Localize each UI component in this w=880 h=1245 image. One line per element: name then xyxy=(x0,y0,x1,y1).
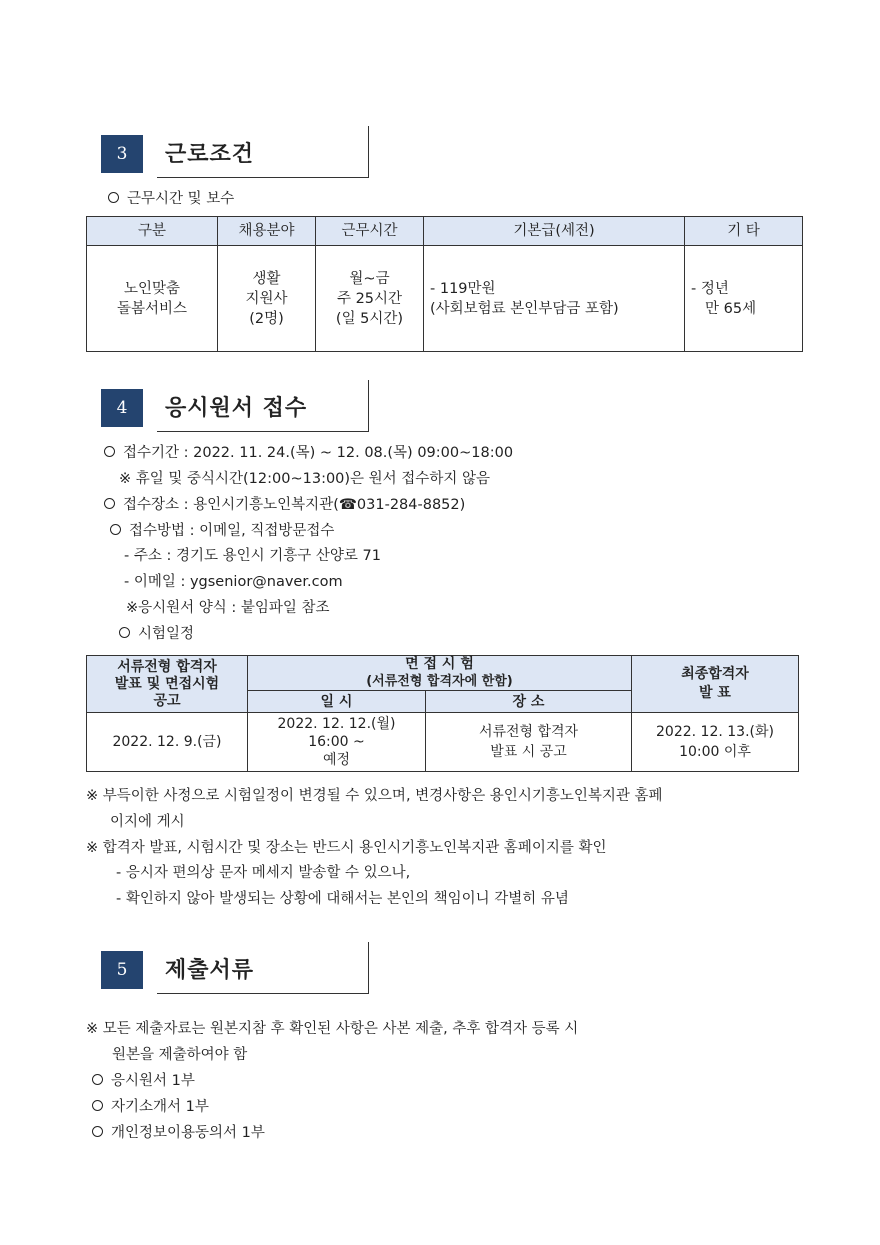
table-header: 면 접 시 험 (서류전형 합격자에 한함) xyxy=(248,656,632,691)
table-row xyxy=(87,713,799,772)
note: 이지에 게시 xyxy=(110,814,185,830)
circle-bullet-icon xyxy=(104,446,115,457)
table-cell: 2022. 12. 12.(월) 16:00 ~ 예정 xyxy=(248,713,426,772)
work-hours-subtitle: 근무시간 및 보수 xyxy=(108,189,234,209)
documents-note: 원본을 제출하여야 함 xyxy=(112,1047,248,1063)
table-cell: - 119만원 (사회보험료 본인부담금 포함) xyxy=(424,246,685,352)
table-cell: 2022. 12. 9.(금) xyxy=(87,713,248,772)
table-header: 근무시간 xyxy=(316,217,424,246)
section-4-header xyxy=(101,385,369,431)
note: - 확인하지 않아 발생되는 상황에 대해서는 본인의 책임이니 각별히 유념 xyxy=(116,891,569,907)
circle-bullet-icon xyxy=(119,627,130,638)
form-note: ※응시원서 양식 : 붙임파일 참조 xyxy=(126,600,330,616)
section-number: 5 xyxy=(101,951,143,989)
table-cell: 노인맞춤 돌봄서비스 xyxy=(87,246,218,352)
document-item: 개인정보이용동의서 1부 xyxy=(92,1123,265,1143)
table-cell: 생활 지원사 (2명) xyxy=(218,246,316,352)
table-header: 구분 xyxy=(87,217,218,246)
table-cell: 서류전형 합격자 발표 시 공고 xyxy=(426,713,632,772)
section-title: 제출서류 xyxy=(165,958,255,983)
header-underline xyxy=(157,177,369,178)
table-header: 장 소 xyxy=(426,691,632,713)
table-header: 채용분야 xyxy=(218,217,316,246)
header-underline xyxy=(157,431,369,432)
table-header: 일 시 xyxy=(248,691,426,713)
table-cell: - 정년 만 65세 xyxy=(685,246,803,352)
circle-bullet-icon xyxy=(108,192,119,203)
reception-period-note: ※ 휴일 및 중식시간(12:00~13:00)은 원서 접수하지 않음 xyxy=(119,471,490,487)
circle-bullet-icon xyxy=(92,1074,103,1085)
reception-place: 접수장소 : 용인시기흥노인복지관(☎031-284-8852) xyxy=(104,495,465,515)
section-5-header xyxy=(101,947,369,993)
table-header: 서류전형 합격자 발표 및 면접시험 공고 xyxy=(87,656,248,713)
note: - 응시자 편의상 문자 메세지 발송할 수 있으나, xyxy=(116,865,411,881)
work-conditions-table xyxy=(86,216,803,352)
document-item: 자기소개서 1부 xyxy=(92,1097,209,1117)
header-border xyxy=(368,942,369,993)
documents-note: ※ 모든 제출자료는 원본지참 후 확인된 사항은 사본 제출, 추후 합격자 등록 시 xyxy=(86,1021,579,1037)
note: ※ 합격자 발표, 시험시간 및 장소는 반드시 용인시기흥노인복지관 홈페이지를 확인 xyxy=(86,840,607,856)
email: - 이메일 : ygsenior@naver.com xyxy=(124,574,343,590)
section-number: 4 xyxy=(101,389,143,427)
circle-bullet-icon xyxy=(104,498,115,509)
address: - 주소 : 경기도 용인시 기흥구 산양로 71 xyxy=(124,548,381,564)
reception-period: 접수기간 : 2022. 11. 24.(목) ~ 12. 08.(목) 09:00~18:00 xyxy=(104,443,513,463)
table-cell: 2022. 12. 13.(화) 10:00 이후 xyxy=(632,713,799,772)
document-item: 응시원서 1부 xyxy=(92,1071,195,1091)
exam-schedule-table xyxy=(86,655,799,772)
section-title: 응시원서 접수 xyxy=(165,396,308,421)
header-border xyxy=(368,126,369,177)
table-header: 기 타 xyxy=(685,217,803,246)
circle-bullet-icon xyxy=(92,1126,103,1137)
section-title: 근로조건 xyxy=(165,142,255,167)
table-cell: 월~금 주 25시간 (일 5시간) xyxy=(316,246,424,352)
header-border xyxy=(368,380,369,431)
schedule-title: 시험일정 xyxy=(119,624,194,644)
table-row xyxy=(87,246,803,352)
section-3-header xyxy=(101,131,369,177)
circle-bullet-icon xyxy=(92,1100,103,1111)
section-number: 3 xyxy=(101,135,143,173)
note: ※ 부득이한 사정으로 시험일정이 변경될 수 있으며, 변경사항은 용인시기흥노인복지관 홈페 xyxy=(86,788,663,804)
table-header: 최종합격자 발 표 xyxy=(632,656,799,713)
reception-method: 접수방법 : 이메일, 직접방문접수 xyxy=(110,521,334,541)
circle-bullet-icon xyxy=(110,524,121,535)
header-underline xyxy=(157,993,369,994)
table-header: 기본급(세전) xyxy=(424,217,685,246)
